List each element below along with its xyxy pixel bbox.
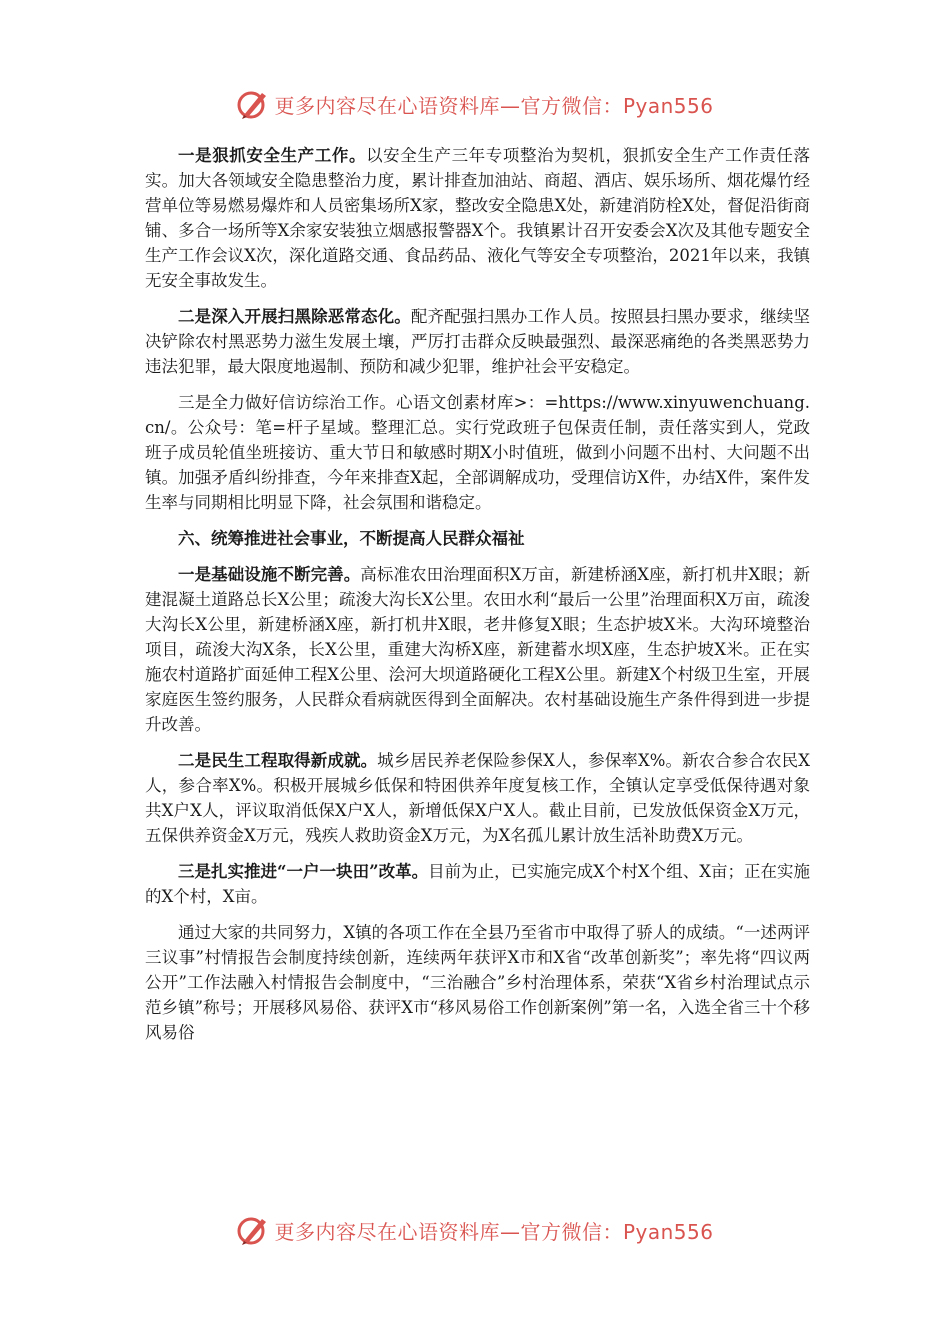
- footer-banner: [0, 1208, 950, 1252]
- paragraph-lead: 一是基础设施不断完善。: [178, 565, 361, 584]
- banner-text: 更多内容尽在心语资料库—官方微信：Pyan556: [274, 93, 714, 118]
- paragraph-text: 城乡居民养老保险参保X人，参保率X%。新农合参合农民X人，参合率X%。积极开展城乡低保和特困供养年度复核工作，全镇认定享受低保待遇对象共X户X人，评议取消低保X户X人，新增低保X户X人。截止目前，已发放低保资金X万元，五保供养资金X万元，残疾人救助资金X万元，为X名孤儿累计放生活补助费X万元。: [145, 751, 811, 845]
- paragraph-safety: [145, 143, 810, 293]
- paragraph-infrastructure: [145, 562, 810, 737]
- header-banner: [0, 82, 950, 126]
- paragraph-text: 三是全力做好信访综治工作。心语文创素材库>：=https://www.xinyuwenchuang.cn/。公众号：笔=杆子星域。整理汇总。实行党政班子包保责任制，责任落实到人，党政班子成员轮值坐班接访、重大节日和敏感时期X小时值班，做到小问题不出村、大问题不出镇。加强矛盾纠纷排查，今年来排查X起，全部调解成功，受理信访X件，办结X件，案件发生率与同期相比明显下降，社会氛围和谐稳定。: [145, 393, 810, 512]
- paragraph-text: 目前为止，已实施完成X个村X个组、X亩；正在实施的X个村，X亩。: [145, 862, 810, 906]
- paragraph-petition: [145, 390, 810, 515]
- paragraph-text: 通过大家的共同努力，X镇的各项工作在全县乃至省市中取得了骄人的成绩。“一述两评三议事”村情报告会制度持续创新，连续两年获评X市和X省“改革创新奖”；率先将“四议两公开”工作法融入村情报告会制度中，“三治融合”乡村治理体系，荣获“X省乡村治理试点示范乡镇”称号；开展移风易俗、获评X市“移风易俗工作创新案例”第一名，入选全省三十个移风易俗: [145, 923, 811, 1042]
- paragraph-text: 配齐配强扫黑办工作人员。按照县扫黑办要求，继续坚决铲除农村黑恶势力滋生发展土壤，严厉打击群众反映最强烈、最深恶痛绝的各类黑恶势力违法犯罪，最大限度地遏制、预防和减少犯罪，维护社会平安稳定。: [145, 307, 811, 376]
- paragraph-lead: 二是民生工程取得新成就。: [178, 751, 378, 770]
- paragraph-lead: 三是扎实推进“一户一块田”改革。: [178, 862, 429, 881]
- paragraph-summary: [145, 920, 810, 1045]
- paragraph-lead: 一是狠抓安全生产工作。: [178, 146, 367, 165]
- paragraph-text: 以安全生产三年专项整治为契机，狠抓安全生产工作责任落实。加大各领域安全隐患整治力度，累计排查加油站、商超、酒店、娱乐场所、烟花爆竹经营单位等易燃易爆炸和人员密集场所X家，整改安全隐患X处，新建消防栓X处，督促沿街商铺、多合一场所等X余家安装独立烟感报警器X个。我镇累计召开安委会X次及其他专题安全生产工作会议X次，深化道路交通、食品药品、液化气等安全专项整治，2021年以来，我镇无安全事故发生。: [145, 146, 811, 290]
- paragraph-livelihood: [145, 748, 810, 848]
- section-heading-text: 六、统筹推进社会事业，不断提高人民群众福祉: [178, 529, 525, 548]
- section-heading: [145, 526, 810, 551]
- pen-logo-icon: [236, 1213, 270, 1247]
- paragraph-anti-crime: [145, 304, 810, 379]
- paragraph-text: 高标准农田治理面积X万亩，新建桥涵X座，新打机井X眼；新建混凝土道路总长X公里；疏浚大沟长X公里。农田水利“最后一公里”治理面积X万亩，疏浚大沟长X公里，新建桥涵X座，新打机井X眼，老井修复X眼；生态护坡X米。大沟环境整治项目，疏浚大沟X条，长X公里，重建大沟桥X座，新建蓄水坝X座，生态护坡X米。正在实施农村道路扩面延伸工程X公里、浍河大坝道路硬化工程X公里。新建X个村级卫生室，开展家庭医生签约服务，人民群众看病就医得到全面解决。农村基础设施生产条件得到进一步提升改善。: [145, 565, 810, 734]
- document-body: [145, 143, 810, 1056]
- banner-text: 更多内容尽在心语资料库—官方微信：Pyan556: [274, 1219, 714, 1244]
- paragraph-land-reform: [145, 859, 810, 909]
- paragraph-lead: 二是深入开展扫黑除恶常态化。: [178, 307, 411, 326]
- pen-logo-icon: [236, 87, 270, 121]
